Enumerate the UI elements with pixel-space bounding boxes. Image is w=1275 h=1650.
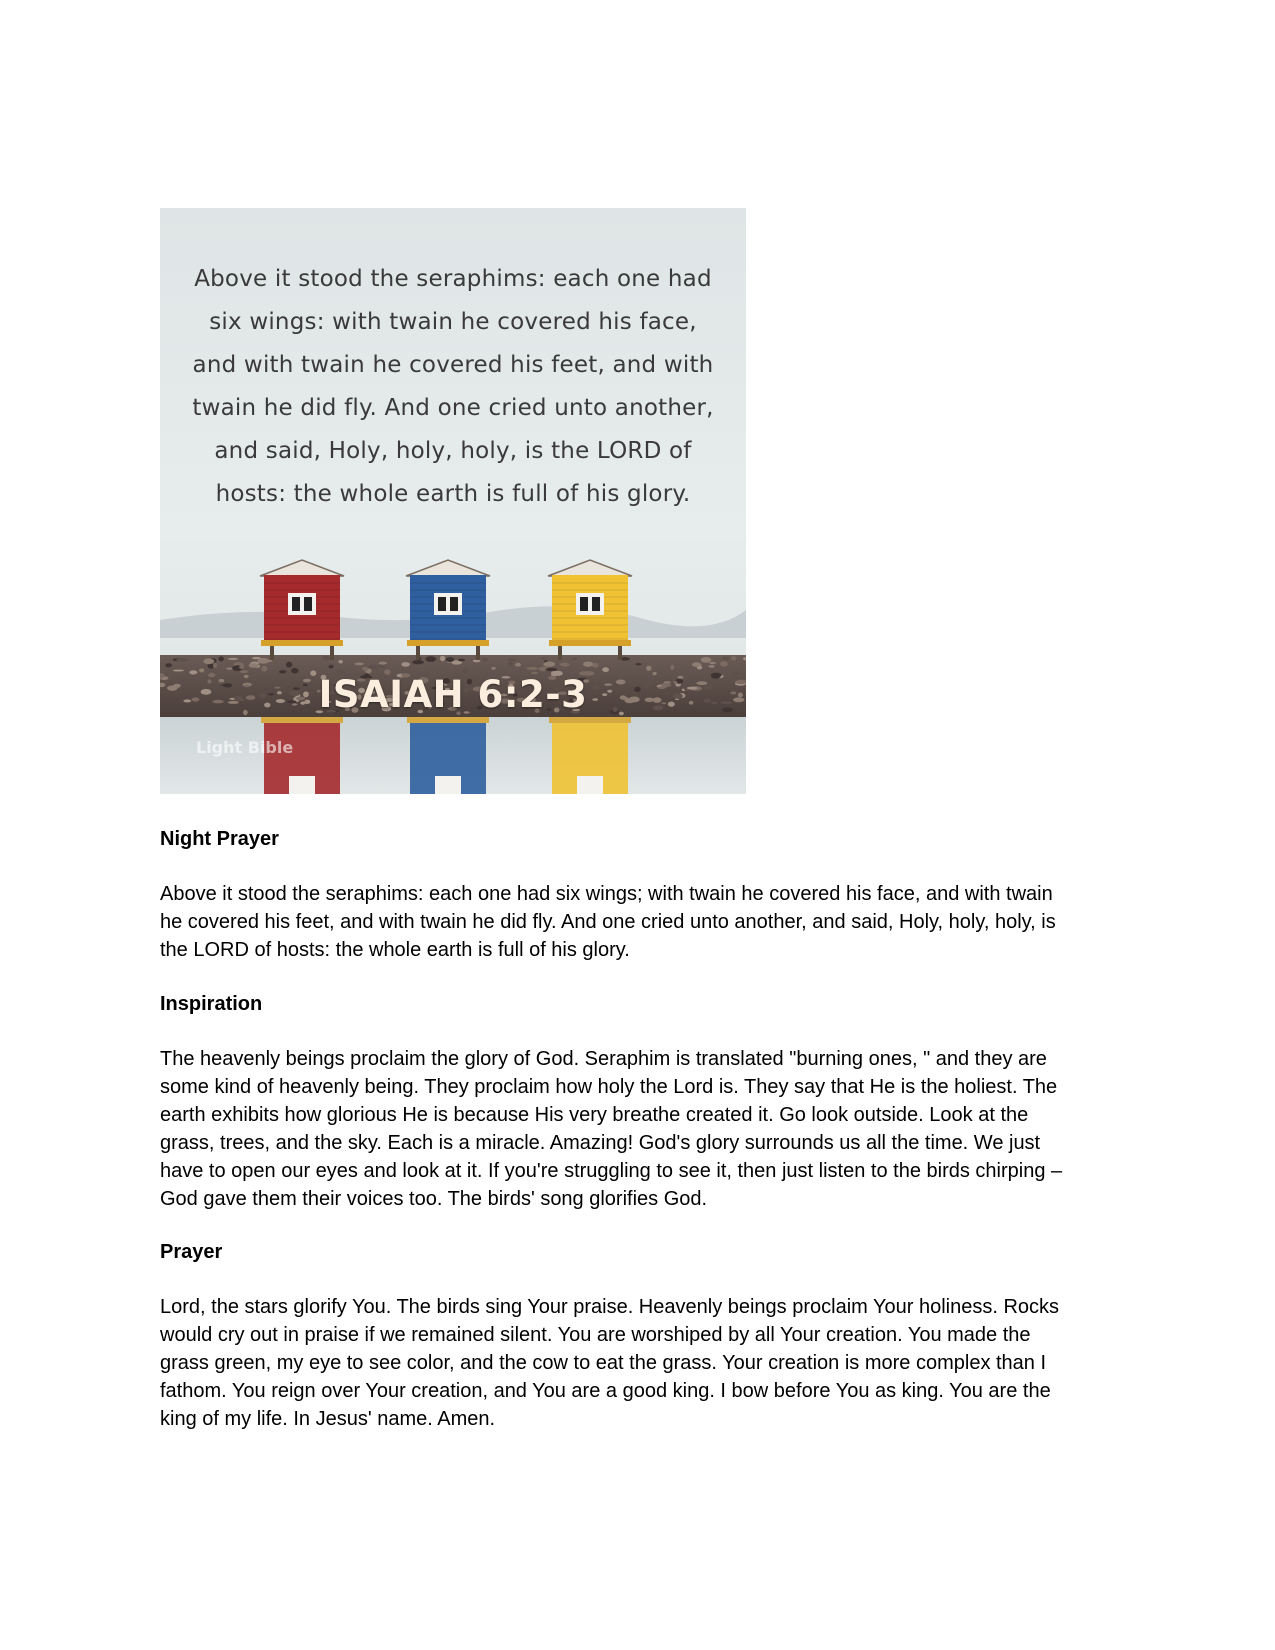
text-line: would cry out in praise if we remained silent. You are worshiped by all Your creation. You made the xyxy=(160,1324,1031,1346)
text-line: God gave them their voices too. The birds' song glorifies God. xyxy=(160,1188,708,1210)
verse-line: Above it stood the seraphims: each one had xyxy=(194,266,712,292)
pebble xyxy=(458,659,465,662)
text-line: some kind of heavenly being. They proclaim how holy the Lord is. They say that He is the holiest. The xyxy=(160,1076,1058,1098)
pebble xyxy=(261,666,267,672)
house-roof xyxy=(406,560,490,576)
house-base xyxy=(261,640,343,646)
pebble xyxy=(670,665,674,670)
pebble xyxy=(323,656,331,661)
pebble xyxy=(368,665,380,669)
house-stilt xyxy=(330,646,334,660)
house-reflection-base xyxy=(261,717,343,723)
house-base xyxy=(549,640,631,646)
house-window-pane xyxy=(292,597,300,611)
pebble xyxy=(228,658,238,660)
pebble xyxy=(543,661,555,666)
pebble xyxy=(203,658,214,664)
pebble xyxy=(239,665,244,669)
house-window-pane xyxy=(592,597,600,611)
pebble xyxy=(571,658,577,660)
house-reflection-base xyxy=(549,717,631,723)
verse-line: and said, Holy, holy, holy, is the LORD of xyxy=(214,438,692,464)
pebble xyxy=(412,660,424,664)
house-reflection-base xyxy=(407,717,489,723)
house-reflection-window xyxy=(435,776,461,794)
house-window-pane xyxy=(304,597,312,611)
pebble xyxy=(491,667,495,670)
pebble xyxy=(602,667,609,672)
pebble xyxy=(720,661,728,667)
pebble xyxy=(560,663,570,667)
text-line: grass green, my eye to see color, and the cow to eat the grass. Your creation is more complex than I xyxy=(160,1352,1047,1374)
pebble xyxy=(482,658,489,661)
prayer-paragraph xyxy=(160,1293,1120,1433)
night-prayer-heading: Night Prayer xyxy=(160,828,279,850)
pebble xyxy=(583,662,593,667)
pebble xyxy=(199,668,204,672)
inspiration-paragraph xyxy=(160,1045,1120,1213)
verse-overlay-text xyxy=(160,258,746,516)
pebble xyxy=(592,663,598,668)
pebble xyxy=(338,660,342,663)
house-stilt xyxy=(270,646,274,660)
pebble xyxy=(722,656,729,660)
pebble xyxy=(286,662,292,668)
pebble xyxy=(362,667,369,671)
house-window-pane xyxy=(438,597,446,611)
text-line: have to open our eyes and look at it. If you're struggling to see it, then just listen to the birds chirping – xyxy=(160,1160,1063,1182)
house-reflection-window xyxy=(289,776,315,794)
pebble xyxy=(526,667,538,670)
pebble xyxy=(541,657,545,660)
pebble xyxy=(173,670,184,672)
pebble xyxy=(508,658,517,661)
pebble xyxy=(213,663,217,668)
verse-paragraph xyxy=(160,880,1120,964)
house-base xyxy=(407,640,489,646)
verse-line: twain he did fly. And one cried unto another, xyxy=(192,395,714,421)
pebble xyxy=(515,663,521,667)
pebble xyxy=(252,657,261,659)
text-line: The heavenly beings proclaim the glory of God. Seraphim is translated "burning ones, " and they are xyxy=(160,1048,1047,1070)
pebble xyxy=(249,663,260,668)
house-reflection-window xyxy=(577,776,603,794)
verse-line: hosts: the whole earth is full of his glory. xyxy=(215,481,691,507)
verse-line: six wings: with twain he covered his face, xyxy=(209,309,697,335)
pebble xyxy=(508,661,513,666)
pebble xyxy=(219,656,224,661)
verse-line: and with twain he covered his feet, and with xyxy=(192,352,714,378)
text-line: Lord, the stars glorify You. The birds sing Your praise. Heavenly beings proclaim Your holiness. Rocks xyxy=(160,1296,1060,1318)
pebble xyxy=(692,662,702,667)
pebble xyxy=(355,663,364,666)
pebble xyxy=(226,668,233,670)
text-line: earth exhibits how glorious He is because His very breathe created it. Go look outside. Look at the xyxy=(160,1104,1029,1126)
text-line: he covered his feet, and with twain he did fly. And one cried unto another, and said, Holy, holy, holy, is xyxy=(160,911,1056,933)
watermark: Light Bible xyxy=(196,738,294,757)
text-line: fathom. You reign over Your creation, and You are a good king. I bow before You as king. You are the xyxy=(160,1380,1051,1402)
verse-image xyxy=(160,208,746,794)
house-roof xyxy=(260,560,344,576)
pebble xyxy=(329,665,334,668)
house-stilt xyxy=(558,646,562,660)
text-line: grass, trees, and the sky. Each is a miracle. Amazing! God's glory surrounds us all the time. We just xyxy=(160,1132,1041,1154)
house-window-pane xyxy=(580,597,588,611)
text-line: Above it stood the seraphims: each one had six wings; with twain he covered his face, and with twain xyxy=(160,883,1053,905)
pebble xyxy=(379,662,387,665)
pebble xyxy=(165,663,172,667)
pebble xyxy=(401,662,410,667)
pebble xyxy=(646,666,651,671)
house-stilt xyxy=(416,646,420,660)
pebble xyxy=(708,665,714,668)
house-window-pane xyxy=(450,597,458,611)
house-stilt xyxy=(476,646,480,660)
verse-reference: ISAIAH 6:2-3 xyxy=(318,673,588,716)
pebble xyxy=(731,656,736,661)
pebble xyxy=(176,658,188,662)
pebble xyxy=(446,657,455,662)
pebble xyxy=(425,656,436,662)
text-line: the LORD of hosts: the whole earth is full of his glory. xyxy=(160,939,630,961)
pebble xyxy=(709,662,716,664)
inspiration-heading: Inspiration xyxy=(160,993,263,1015)
pebble xyxy=(440,656,445,661)
prayer-heading: Prayer xyxy=(160,1241,223,1263)
text-line: king of my life. In Jesus' name. Amen. xyxy=(160,1408,496,1430)
pebble xyxy=(635,663,641,665)
house-roof xyxy=(548,560,632,576)
pebble xyxy=(701,657,712,663)
house-stilt xyxy=(618,646,622,660)
pebble xyxy=(545,668,557,671)
